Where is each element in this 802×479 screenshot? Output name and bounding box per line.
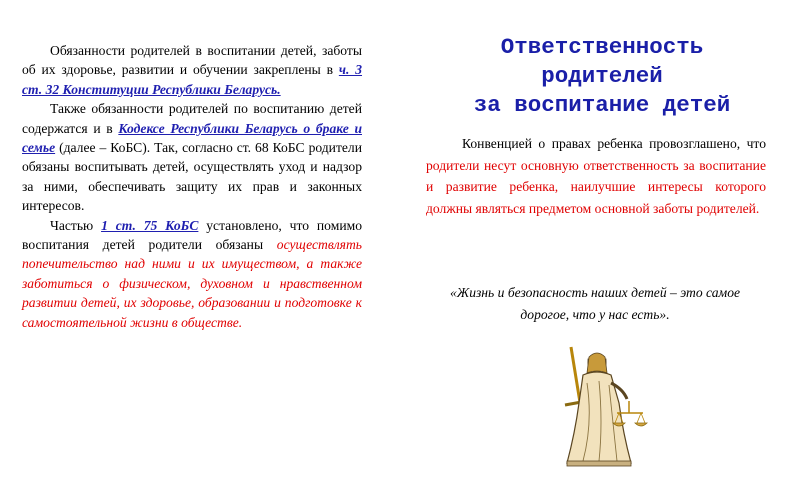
paragraph-text: (далее – КоБС). Так, согласно ст. 68 КоБС родители обязаны воспитывать детей, осуществлять уход и надзор за ними, обеспечивать защиту их прав и законных интересов.: [22, 140, 362, 214]
quote-text: «Жизнь и безопасность наших детей – это самое дорогое, что у нас есть».: [449, 285, 741, 322]
constitution-link[interactable]: ч. 3 ст. 32 Конституции Республики Беларусь.: [22, 62, 363, 97]
paragraph-text: Конвенцией о правах ребенка провозглашено, что: [462, 136, 766, 151]
paragraph-text: установлено, что помимо воспитания детей родители обязаны: [22, 217, 362, 253]
paragraph-family-code: [22, 99, 362, 215]
right-column: [426, 133, 766, 219]
family-code-link[interactable]: Кодексе Республики Беларусь о браке и семье: [22, 120, 362, 156]
lady-justice-icon: [553, 343, 651, 468]
title-line: за воспитание детей: [473, 92, 731, 118]
title-line: родителей: [541, 63, 663, 89]
left-column: [22, 41, 362, 332]
title-line: Ответственность: [500, 34, 704, 60]
paragraph-text: Частью: [50, 217, 102, 233]
paragraph-text: Также обязанности родителей по воспитанию детей содержатся и в: [22, 101, 362, 136]
paragraph-constitution: [22, 41, 362, 99]
paragraph-article-75: [22, 216, 362, 332]
convention-paragraph: [426, 133, 766, 219]
paragraph-text: Обязанности родителей в воспитании детей, заботы об их здоровье, развитии и обучении закреплены в: [22, 43, 362, 78]
page-title: [422, 33, 782, 120]
highlighted-duties-text: осуществлять попечительство над ними и их имуществом, а также заботиться о физическом, духовном и нравственном развитии детей, их здоровье, образовании и подготовке к самостоятельной жизни в обществе.: [22, 237, 362, 330]
highlighted-responsibility-text: родители несут основную ответственность за воспитание и развитие ребенка, наилучшие интересы которого должны являться предметом основной заботы родителей.: [426, 157, 766, 216]
article-75-link[interactable]: 1 ст. 75 КоБС: [101, 217, 199, 233]
